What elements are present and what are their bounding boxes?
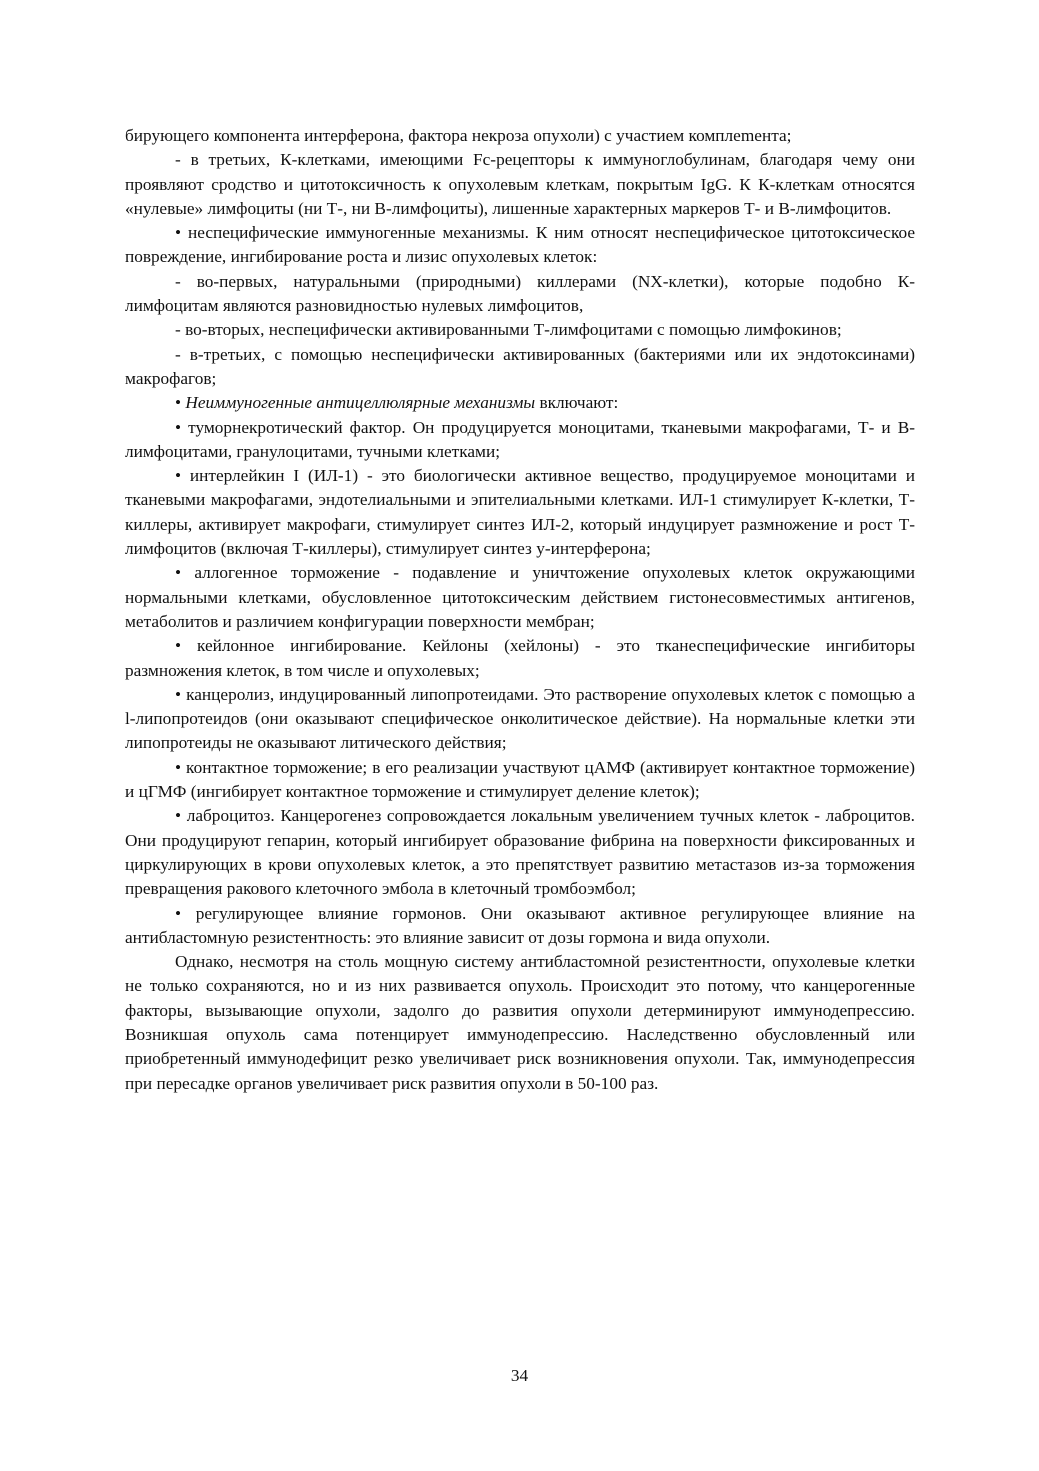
paragraph: • контактное торможение; в его реализации участвуют цАМФ (активирует контактное торможение) и цГМФ (ингибирует контактное торможение и стимулирует деление клеток); bbox=[125, 757, 915, 802]
paragraph: • кейлонное ингибирование. Кейлоны (хейлоны) - это тканеспецифические ингибиторы размножения клеток, в том числе и опухолевых; bbox=[125, 636, 915, 680]
page-number: 34 bbox=[510, 1366, 529, 1385]
paragraph: - во-первых, натуральными (природными) киллерами (NX-клетки), которые подобно К-лимфоцитам являются разновидностью нулевых лимфоцитов, bbox=[125, 271, 915, 316]
page-body bbox=[125, 124, 915, 1096]
paragraph: Однако, несмотря на столь мощную систему антибластомной резистентности, опухолевые клетки не только сохраняются, но и из них развивается опухоль. Происходит это потому, что канцерогенные факторы, вызывающие опухоли, задолго до развития опухоли детерминируют иммунодепрессию. Возникшая опухоль сама потенцирует иммунодепрессию. Наследственно обусловленный или приобретенный иммунодефицит резко увеличивает риск возникновения опухоли. Так, иммунодепрессия при пересадке органов увеличивает риск развития опухоли в 50-100 раз. bbox=[125, 952, 915, 1093]
paragraph: • туморнекротический фактор. Он продуцируется моноцитами, тканевыми макрофагами, Т- и В-лимфоцитами, гранулоцитами, тучными клетками; bbox=[125, 417, 915, 461]
paragraph: • лаброцитоз. Канцерогенез сопровождается локальным увеличением тучных клеток - лаброцитов. Они продуцируют гепарин, который ингибирует образование фибрина на поверхности фиксированных и циркулирующих в крови опухолевых клеток, а это препятствует развитию метастазов из-за торможения превращения ракового клеточного эмбола в клеточный тромбоэмбол; bbox=[125, 806, 915, 899]
paragraph: бирующего компонента интерферона, фактора некроза опухоли) с участием комплеmента; bbox=[125, 126, 792, 145]
paragraph bbox=[125, 391, 915, 415]
paragraph-text: включают: bbox=[535, 393, 619, 413]
paragraph: • интерлейкин I (ИЛ-1) - это биологически активное вещество, продуцируемое моноцитами и тканевыми макрофагами, эндотелиальными и эпителиальными клетками. ИЛ-1 стимулирует К-клетки, Т-киллеры, активирует макрофаги, стимулирует синтез ИЛ-2, который индуцирует размножение и рост Т-лимфоцитов (включая Т-киллеры), стимулирует синтез у-интерферона; bbox=[125, 466, 915, 559]
paragraph: - в-третьих, с помощью неспецифически активированных (бактериями или их эндотоксинами) макрофагов; bbox=[125, 344, 915, 388]
paragraph: • неспецифические иммуногенные механизмы. К ним относят неспецифическое цитотоксическое повреждение, ингибирование роста и лизис опухолевых клеток: bbox=[125, 223, 915, 267]
paragraph: • канцеролиз, индуцированный липопротеидами. Это растворение опухолевых клеток с помощью а l-липопротеидов (они оказывают специфическое онколитическое действие). На нормальные клетки эти липопротеиды не оказывают литического действия; bbox=[125, 684, 915, 753]
paragraph: • аллогенное торможение - подавление и уничтожение опухолевых клеток окружающими нормальными клетками, обусловленное цитотоксическим действием гистонесовместимых антигенов, метаболитов и различием конфигурации поверхности мембран; bbox=[125, 563, 915, 631]
paragraph: • регулирующее влияние гормонов. Они оказывают активное регулирующее влияние на антибластомную резистентность: это влияние зависит от дозы гормона и вида опухоли. bbox=[125, 903, 915, 947]
italic-heading: Неиммуногенные антицеллюлярные механизмы bbox=[185, 393, 536, 413]
bullet-mark: • bbox=[175, 393, 186, 413]
paragraph: - во-вторых, неспецифически активированными Т-лимфоцитами с помощью лимфокинов; bbox=[175, 320, 842, 340]
paragraph: - в третьих, К-клетками, имеющими Fc-рецепторы к иммуноглобулинам, благодаря чему они проявляют сродство и цитотоксичность к опухолевым клеткам, покрытым IgG. К К-клеткам относятся «нулевые» лимфоциты (ни Т-, ни В-лимфоциты), лишенные характерных маркеров Т- и В-лимфоцитов. bbox=[125, 150, 915, 218]
